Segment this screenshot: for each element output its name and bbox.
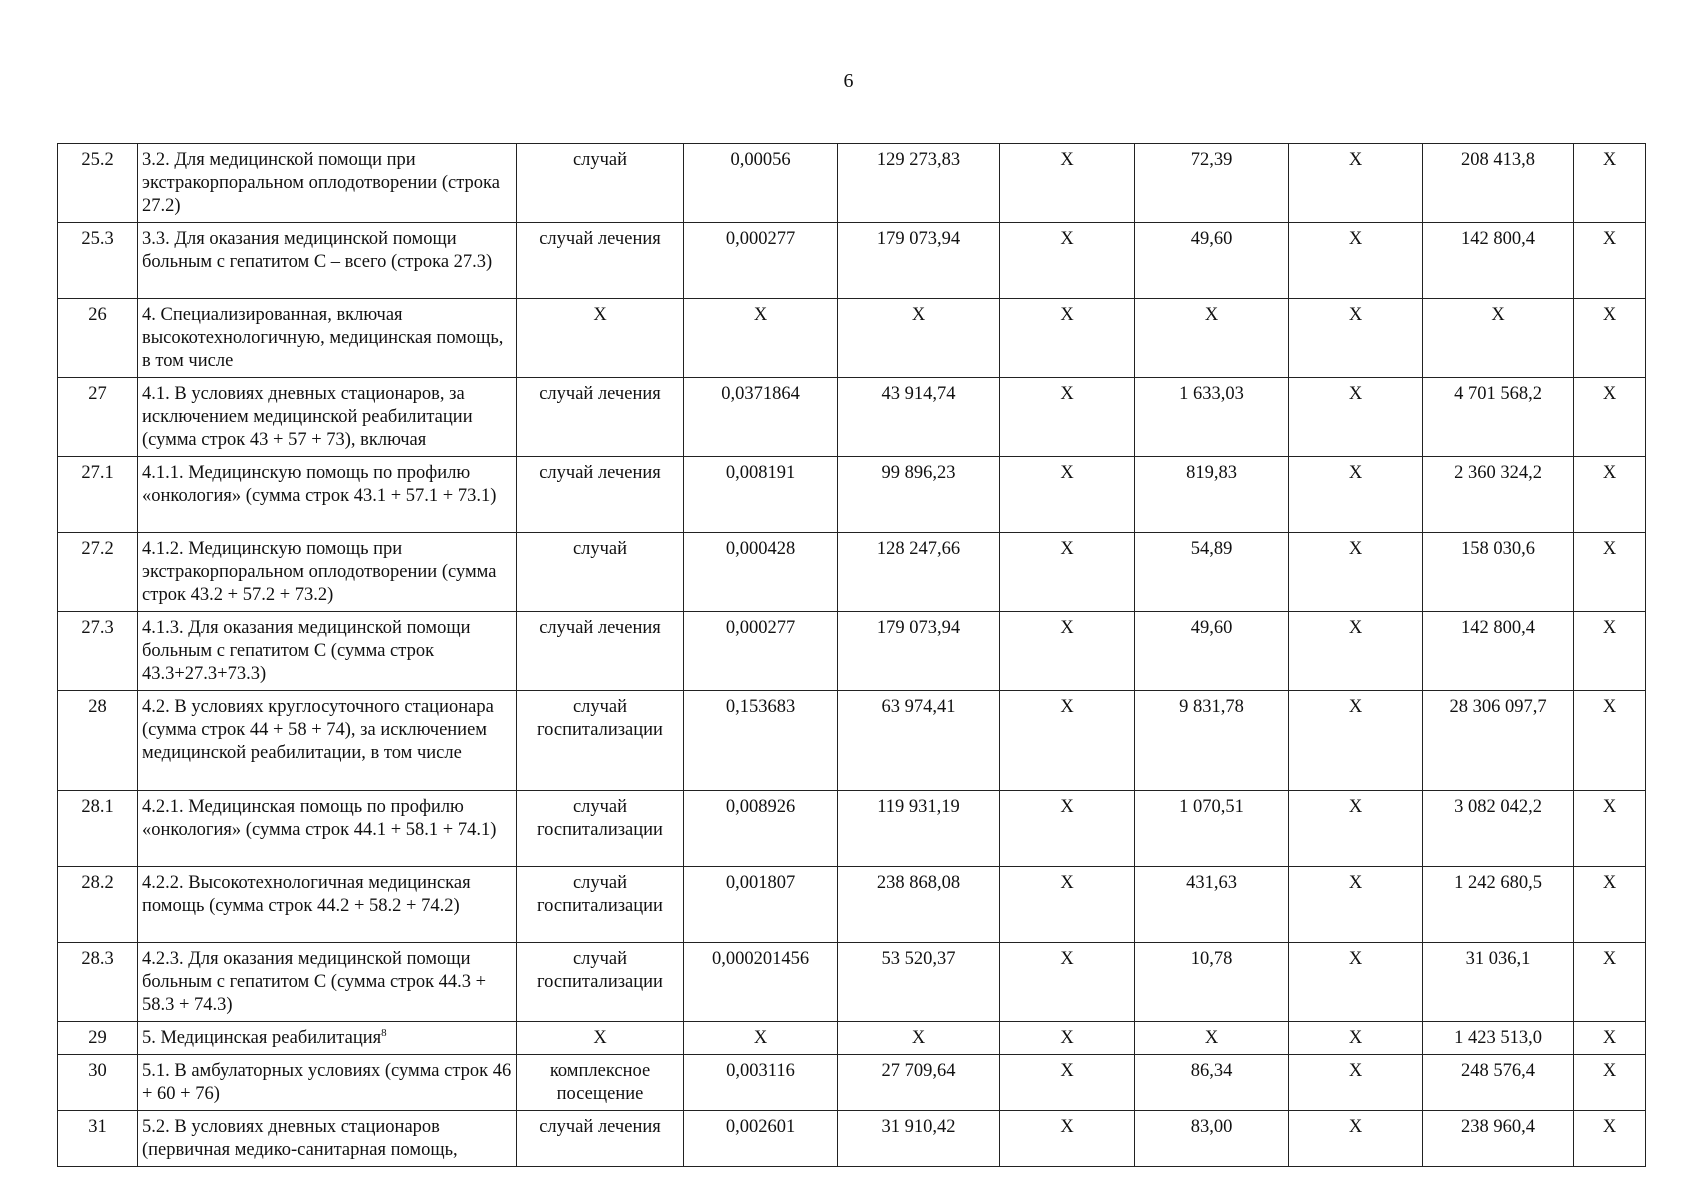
- cell-col2: Х: [838, 299, 1000, 378]
- cell-col7: Х: [1574, 1111, 1646, 1167]
- cell-col5: Х: [1289, 1022, 1423, 1055]
- cell-col1: 0,00056: [684, 144, 838, 223]
- cell-col1: 0,000201456: [684, 943, 838, 1022]
- row-number: 28.2: [58, 867, 138, 943]
- row-number: 27.2: [58, 533, 138, 612]
- cell-col5: Х: [1289, 1055, 1423, 1111]
- cell-col1: 0,008926: [684, 791, 838, 867]
- cell-col6: 248 576,4: [1423, 1055, 1574, 1111]
- cell-col3: Х: [1000, 943, 1135, 1022]
- cell-col5: Х: [1289, 144, 1423, 223]
- cell-col6: 142 800,4: [1423, 223, 1574, 299]
- cell-col5: Х: [1289, 1111, 1423, 1167]
- row-unit: случай лечения: [517, 223, 684, 299]
- row-unit: случай лечения: [517, 1111, 684, 1167]
- cell-col2: 63 974,41: [838, 691, 1000, 791]
- cell-col3: Х: [1000, 299, 1135, 378]
- cell-col3: Х: [1000, 612, 1135, 691]
- cell-col7: Х: [1574, 533, 1646, 612]
- cell-col2: 53 520,37: [838, 943, 1000, 1022]
- row-number: 30: [58, 1055, 138, 1111]
- table-row: [58, 943, 1646, 1022]
- cell-col3: Х: [1000, 223, 1135, 299]
- cell-col4: 10,78: [1135, 943, 1289, 1022]
- row-name: 4.2.1. Медицинская помощь по профилю «онкология» (сумма строк 44.1 + 58.1 + 74.1): [138, 791, 517, 867]
- cell-col1: 0,003116: [684, 1055, 838, 1111]
- cell-col4: 54,89: [1135, 533, 1289, 612]
- cell-col3: Х: [1000, 1055, 1135, 1111]
- page-number: 6: [843, 70, 854, 92]
- cell-col2: 129 273,83: [838, 144, 1000, 223]
- footnote-marker: 8: [381, 1026, 387, 1039]
- row-number: 31: [58, 1111, 138, 1167]
- row-name: 3.2. Для медицинской помощи при экстракорпоральном оплодотворении (строка 27.2): [138, 144, 517, 223]
- table-row: [58, 1111, 1646, 1167]
- row-number: 29: [58, 1022, 138, 1055]
- row-name: 4.1.3. Для оказания медицинской помощи больным с гепатитом С (сумма строк 43.3+27.3+73.3): [138, 612, 517, 691]
- cell-col5: Х: [1289, 612, 1423, 691]
- row-unit: Х: [517, 299, 684, 378]
- cell-col2: 31 910,42: [838, 1111, 1000, 1167]
- row-name: 5.1. В амбулаторных условиях (сумма строк 46 + 60 + 76): [138, 1055, 517, 1111]
- row-unit: случай лечения: [517, 612, 684, 691]
- row-number: 28.1: [58, 791, 138, 867]
- table-row: [58, 299, 1646, 378]
- cell-col3: Х: [1000, 691, 1135, 791]
- cell-col4: 1 070,51: [1135, 791, 1289, 867]
- cell-col3: Х: [1000, 457, 1135, 533]
- cell-col6: 31 036,1: [1423, 943, 1574, 1022]
- cell-col6: 3 082 042,2: [1423, 791, 1574, 867]
- cell-col1: 0,000277: [684, 612, 838, 691]
- cell-col2: 238 868,08: [838, 867, 1000, 943]
- cell-col4: 9 831,78: [1135, 691, 1289, 791]
- row-unit: случай лечения: [517, 457, 684, 533]
- cell-col6: Х: [1423, 299, 1574, 378]
- cell-col6: 1 423 513,0: [1423, 1022, 1574, 1055]
- cell-col5: Х: [1289, 791, 1423, 867]
- cell-col3: Х: [1000, 1111, 1135, 1167]
- cell-col7: Х: [1574, 144, 1646, 223]
- cell-col5: Х: [1289, 223, 1423, 299]
- cell-col1: Х: [684, 1022, 838, 1055]
- row-number: 25.2: [58, 144, 138, 223]
- cell-col1: 0,002601: [684, 1111, 838, 1167]
- cell-col4: 431,63: [1135, 867, 1289, 943]
- cell-col7: Х: [1574, 1022, 1646, 1055]
- cell-col6: 28 306 097,7: [1423, 691, 1574, 791]
- row-name: 4.1.1. Медицинскую помощь по профилю «онкология» (сумма строк 43.1 + 57.1 + 73.1): [138, 457, 517, 533]
- cell-col1: 0,000277: [684, 223, 838, 299]
- table-row: [58, 144, 1646, 223]
- cell-col3: Х: [1000, 867, 1135, 943]
- row-unit: случай: [517, 144, 684, 223]
- cell-col3: Х: [1000, 533, 1135, 612]
- cell-col7: Х: [1574, 457, 1646, 533]
- cell-col5: Х: [1289, 691, 1423, 791]
- cell-col2: 179 073,94: [838, 612, 1000, 691]
- cell-col7: Х: [1574, 1055, 1646, 1111]
- row-number: 25.3: [58, 223, 138, 299]
- cell-col6: 2 360 324,2: [1423, 457, 1574, 533]
- row-unit: случай: [517, 533, 684, 612]
- row-name: 4.2. В условиях круглосуточного стационара (сумма строк 44 + 58 + 74), за исключением медицинской реабилитации, в том числе: [138, 691, 517, 791]
- row-name: 5.2. В условиях дневных стационаров (первичная медико-санитарная помощь,: [138, 1111, 517, 1167]
- cell-col3: Х: [1000, 791, 1135, 867]
- cell-col4: 83,00: [1135, 1111, 1289, 1167]
- cell-col1: 0,001807: [684, 867, 838, 943]
- cell-col2: 128 247,66: [838, 533, 1000, 612]
- row-unit: случай госпитализации: [517, 867, 684, 943]
- table-row: [58, 867, 1646, 943]
- cell-col4: 819,83: [1135, 457, 1289, 533]
- cell-col7: Х: [1574, 378, 1646, 457]
- row-name-text: 5. Медицинская реабилитация: [142, 1028, 382, 1048]
- cell-col6: 238 960,4: [1423, 1111, 1574, 1167]
- cell-col1: 0,000428: [684, 533, 838, 612]
- cell-col5: Х: [1289, 457, 1423, 533]
- table-row: [58, 457, 1646, 533]
- row-unit: Х: [517, 1022, 684, 1055]
- row-unit: случай лечения: [517, 378, 684, 457]
- row-name: [138, 1022, 517, 1055]
- cell-col6: 4 701 568,2: [1423, 378, 1574, 457]
- cell-col3: Х: [1000, 144, 1135, 223]
- cell-col2: 119 931,19: [838, 791, 1000, 867]
- cell-col7: Х: [1574, 612, 1646, 691]
- cell-col4: 49,60: [1135, 612, 1289, 691]
- row-number: 28: [58, 691, 138, 791]
- row-unit: случай госпитализации: [517, 691, 684, 791]
- row-name: 4. Специализированная, включая высокотехнологичную, медицинская помощь, в том числе: [138, 299, 517, 378]
- data-table: [57, 143, 1646, 1167]
- cell-col4: 86,34: [1135, 1055, 1289, 1111]
- cell-col6: 1 242 680,5: [1423, 867, 1574, 943]
- cell-col5: Х: [1289, 867, 1423, 943]
- table-body: [58, 144, 1646, 1167]
- table-row: [58, 533, 1646, 612]
- cell-col7: Х: [1574, 791, 1646, 867]
- row-number: 27.1: [58, 457, 138, 533]
- cell-col7: Х: [1574, 223, 1646, 299]
- cell-col7: Х: [1574, 299, 1646, 378]
- cell-col1: 0,153683: [684, 691, 838, 791]
- row-name: 4.1. В условиях дневных стационаров, за исключением медицинской реабилитации (сумма строк 43 + 57 + 73), включая: [138, 378, 517, 457]
- cell-col1: Х: [684, 299, 838, 378]
- cell-col6: 208 413,8: [1423, 144, 1574, 223]
- row-number: 26: [58, 299, 138, 378]
- cell-col7: Х: [1574, 943, 1646, 1022]
- row-unit: случай госпитализации: [517, 791, 684, 867]
- cell-col4: 49,60: [1135, 223, 1289, 299]
- cell-col4: 72,39: [1135, 144, 1289, 223]
- row-name: 4.2.3. Для оказания медицинской помощи больным с гепатитом С (сумма строк 44.3 + 58.3 + 74.3): [138, 943, 517, 1022]
- cell-col5: Х: [1289, 943, 1423, 1022]
- table-row: [58, 612, 1646, 691]
- row-name: 4.1.2. Медицинскую помощь при экстракорпоральном оплодотворении (сумма строк 43.2 + 57.2 + 73.2): [138, 533, 517, 612]
- table-row: [58, 223, 1646, 299]
- row-unit: случай госпитализации: [517, 943, 684, 1022]
- table-row: [58, 1055, 1646, 1111]
- cell-col2: 27 709,64: [838, 1055, 1000, 1111]
- row-number: 27: [58, 378, 138, 457]
- cell-col2: Х: [838, 1022, 1000, 1055]
- table-row: [58, 691, 1646, 791]
- cell-col5: Х: [1289, 378, 1423, 457]
- table-row: [58, 1022, 1646, 1055]
- cell-col6: 158 030,6: [1423, 533, 1574, 612]
- table-row: [58, 791, 1646, 867]
- row-name: 3.3. Для оказания медицинской помощи больным с гепатитом С – всего (строка 27.3): [138, 223, 517, 299]
- row-number: 27.3: [58, 612, 138, 691]
- cell-col3: Х: [1000, 1022, 1135, 1055]
- cell-col2: 43 914,74: [838, 378, 1000, 457]
- cell-col2: 179 073,94: [838, 223, 1000, 299]
- row-name: 4.2.2. Высокотехнологичная медицинская помощь (сумма строк 44.2 + 58.2 + 74.2): [138, 867, 517, 943]
- row-number: 28.3: [58, 943, 138, 1022]
- cell-col5: Х: [1289, 299, 1423, 378]
- cell-col7: Х: [1574, 867, 1646, 943]
- cell-col7: Х: [1574, 691, 1646, 791]
- cell-col1: 0,0371864: [684, 378, 838, 457]
- cell-col4: Х: [1135, 299, 1289, 378]
- table-row: [58, 378, 1646, 457]
- cell-col1: 0,008191: [684, 457, 838, 533]
- cell-col2: 99 896,23: [838, 457, 1000, 533]
- cell-col6: 142 800,4: [1423, 612, 1574, 691]
- cell-col3: Х: [1000, 378, 1135, 457]
- cell-col5: Х: [1289, 533, 1423, 612]
- cell-col4: 1 633,03: [1135, 378, 1289, 457]
- cell-col4: Х: [1135, 1022, 1289, 1055]
- row-unit: комплексное посещение: [517, 1055, 684, 1111]
